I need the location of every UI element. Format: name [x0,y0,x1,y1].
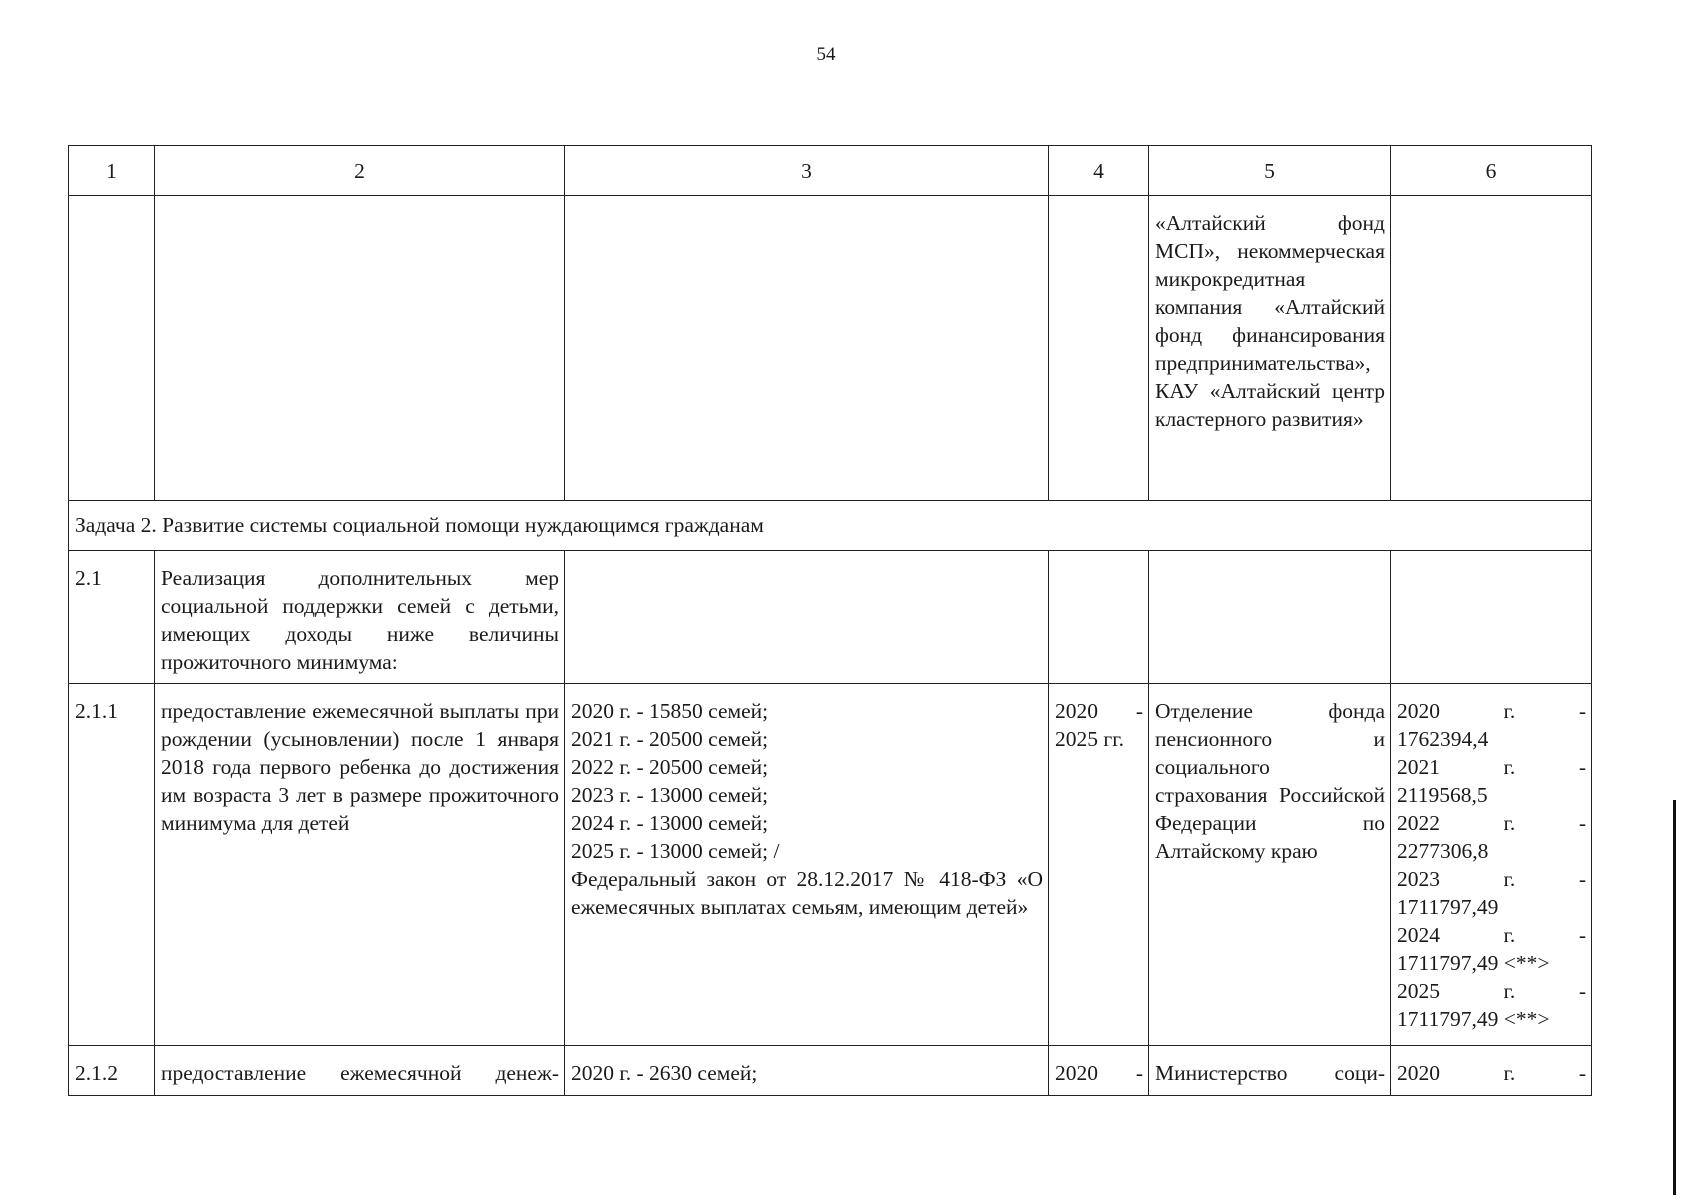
indicator-line: 2021 г. - 20500 семей; [571,727,769,751]
page-number: 54 [816,44,836,65]
financing-year: 2023 г. - [1397,867,1586,891]
column-header-1: 1 [69,146,155,196]
financing-amount: 2277306,8 [1397,839,1489,863]
measure-cell: предоставление ежемесячной выплаты при рождении (усыновлении) после 1 января 2018 года первого ребенка до достижения им возраста 3 лет в размере прожиточного минимума для детей [155,684,565,1046]
financing-year: 2024 г. - [1397,923,1586,947]
law-reference: Федеральный закон от 28.12.2017 № 418-ФЗ «О ежемесячных выплатах семьям, имеющим детей» [571,867,1043,919]
period-cell [1049,684,1149,1046]
indicator-line: 2025 г. - 13000 семей; / [571,839,780,863]
column-header-6: 6 [1391,146,1592,196]
financing-amount: 1711797,49 [1397,895,1499,919]
executor-cell: Отделение фонда пенсионного и социального страхования Российской Федерации по Алтайскому краю [1149,684,1391,1046]
scan-edge-line [1673,800,1676,1195]
row-number: 2.1.1 [69,684,155,1046]
column-header-2: 2 [155,146,565,196]
financing-amount: 1762394,4 [1397,727,1489,751]
continuation-row [69,196,1592,501]
empty-cell [69,196,155,501]
empty-cell [1391,551,1592,684]
financing-year: 2020 г. - [1397,699,1586,723]
financing-year: 2022 г. - [1397,811,1586,835]
empty-cell [1049,551,1149,684]
empty-cell [565,551,1049,684]
table-row [69,684,1592,1046]
executor-cell: Министерство соци- [1149,1046,1391,1096]
period-cell: 2020 - [1049,1046,1149,1096]
indicator-line: 2024 г. - 13000 семей; [571,811,769,835]
empty-cell [1149,551,1391,684]
table-row [69,1046,1592,1096]
row-number: 2.1 [69,551,155,684]
financing-amount: 2119568,5 [1397,783,1488,807]
financing-amount: 1711797,49 <**> [1397,951,1550,975]
executor-cell: «Алтайский фонд МСП», некоммерческая микрокредитная компания «Алтайский фонд финансирования предпринимательства», КАУ «Алтайский центр кластерного развития» [1149,196,1391,501]
financing-cell: 2020 г. - [1391,1046,1592,1096]
financing-year: 2021 г. - [1397,755,1586,779]
column-header-3: 3 [565,146,1049,196]
indicator-line: 2023 г. - 13000 семей; [571,783,769,807]
column-header-5: 5 [1149,146,1391,196]
financing-cell [1391,684,1592,1046]
empty-cell [155,196,565,501]
financing-amount: 1711797,49 <**> [1397,1007,1550,1031]
column-header-4: 4 [1049,146,1149,196]
empty-cell [1391,196,1592,501]
financing-year: 2025 г. - [1397,979,1586,1003]
indicator-line: 2022 г. - 20500 семей; [571,755,769,779]
table-row [69,551,1592,684]
period-start: 2020 - [1055,699,1143,723]
empty-cell [565,196,1049,501]
measure-cell: предоставление ежемесячной денеж- [155,1046,565,1096]
column-number-header [69,146,1592,196]
section-title: Задача 2. Развитие системы социальной помощи нуждающимся гражданам [69,501,1592,551]
indicators-cell [565,684,1049,1046]
period-end: 2025 гг. [1055,727,1124,751]
measure-cell: Реализация дополнительных мер социальной поддержки семей с детьми, имеющих доходы ниже величины прожиточного минимума: [155,551,565,684]
measures-table [68,145,1592,1096]
row-number: 2.1.2 [69,1046,155,1096]
indicator-line: 2020 г. - 15850 семей; [571,699,769,723]
section-row [69,501,1592,551]
indicators-cell: 2020 г. - 2630 семей; [565,1046,1049,1096]
empty-cell [1049,196,1149,501]
